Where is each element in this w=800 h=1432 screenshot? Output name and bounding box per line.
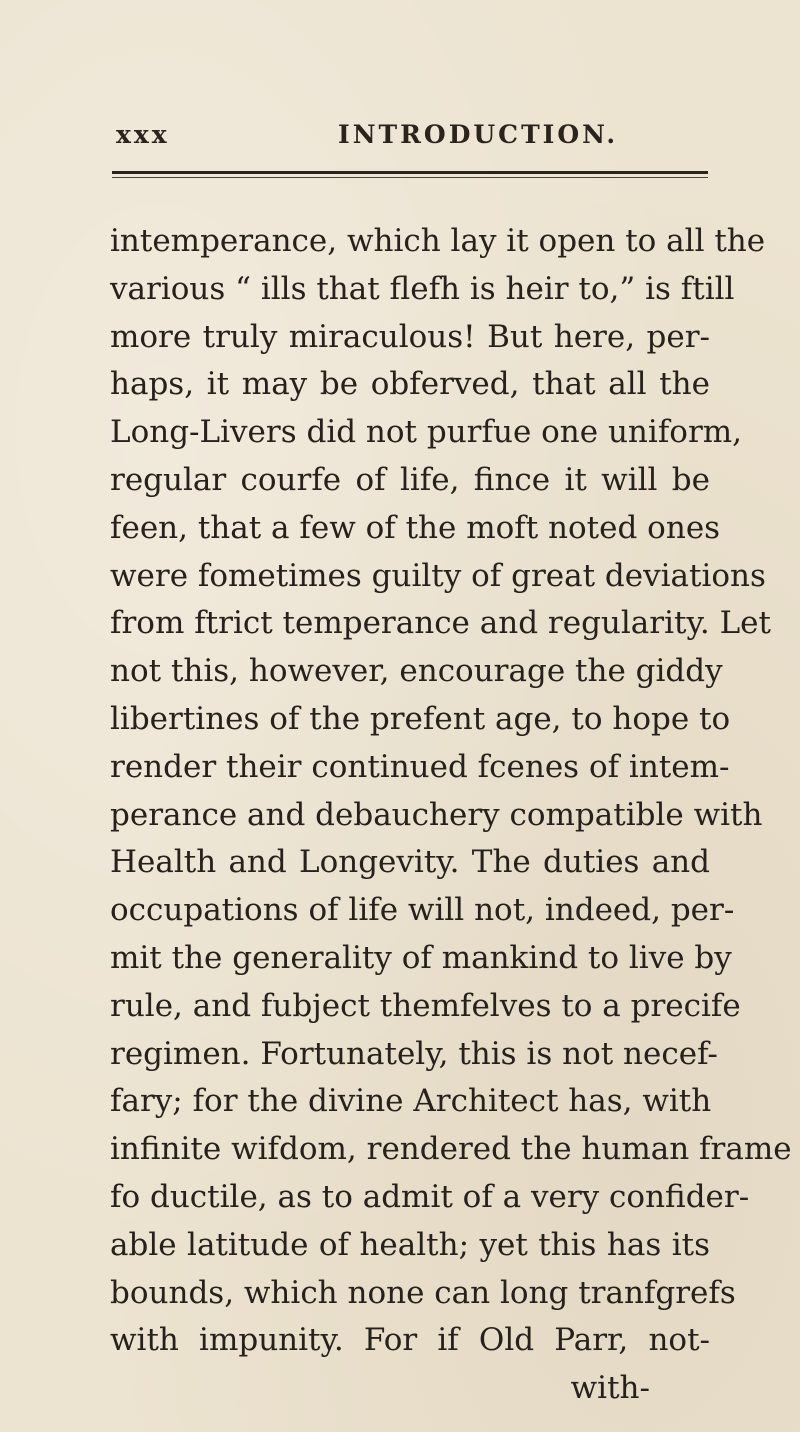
text-line: not this, however, encourage the giddy: [110, 653, 723, 690]
text-line: libertines of the prefent age, to hope to: [110, 700, 731, 737]
text-line: rule, and fubject themfelves to a precife: [110, 987, 741, 1024]
text-line: render their continued fcenes of intem-: [110, 748, 730, 785]
text-line: feen, that a few of the moft noted ones: [110, 509, 721, 546]
catchword: with-: [570, 1370, 650, 1407]
text-line: with impunity. For if Old Parr, not-: [110, 1322, 710, 1359]
text-line: able latitude of health; yet this has its: [110, 1226, 710, 1263]
text-line: regimen. Fortunately, this is not necef-: [110, 1035, 718, 1072]
chapter-title: INTRODUCTION.: [338, 120, 619, 149]
text-line: various “ ills that flefh is heir to,” is ftill: [110, 270, 735, 307]
text-line: fary; for the divine Architect has, with: [110, 1083, 712, 1120]
text-line: from ftrict temperance and regularity. Let: [110, 605, 771, 642]
text-line: regular courfe of life, fince it will be: [110, 461, 710, 498]
text-line: bounds, which none can long tranfgrefs: [110, 1274, 736, 1311]
running-head: [116, 120, 716, 154]
text-line: infinite wifdom, rendered the human frame: [110, 1131, 792, 1168]
text-line: haps, it may be obferved, that all the: [110, 366, 710, 403]
text-line: more truly miraculous! But here, per-: [110, 318, 710, 355]
text-line: perance and debauchery compatible with: [110, 796, 763, 833]
text-line: Health and Longevity. The duties and: [110, 844, 710, 881]
header-rule: [112, 171, 708, 174]
text-line: Long-Livers did not purfue one uniform,: [110, 414, 743, 451]
text-line: mit the generality of mankind to live by: [110, 939, 732, 976]
text-line: fo ductile, as to admit of a very confider-: [110, 1178, 750, 1215]
page-number: xxx: [116, 120, 170, 149]
text-line: occupations of life will not, indeed, per-: [110, 892, 735, 929]
text-line: intemperance, which lay it open to all the: [110, 223, 766, 259]
body-text: [110, 218, 792, 1413]
text-line: were fometimes guilty of great deviations: [110, 557, 766, 594]
